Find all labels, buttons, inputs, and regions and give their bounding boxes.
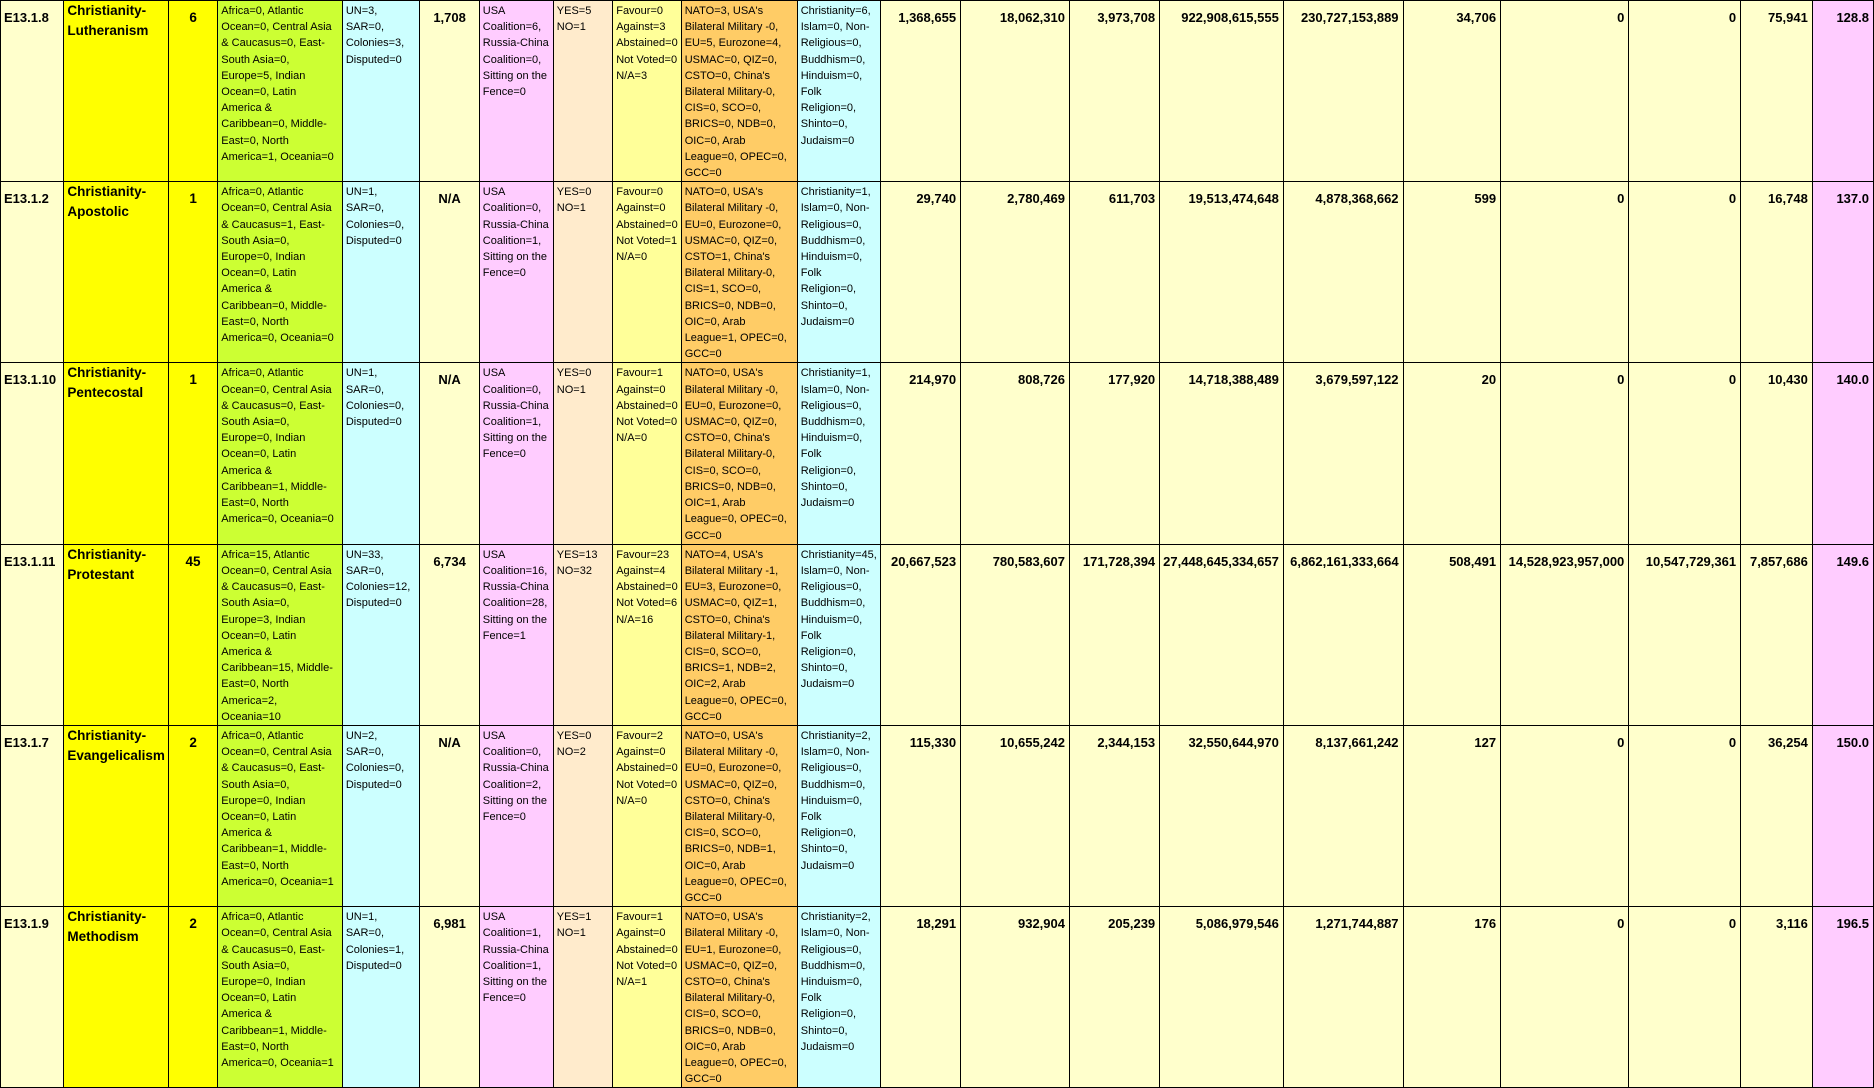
table-row	[1, 363, 1874, 544]
row-value-6: 20	[1403, 363, 1501, 544]
row-coalition: USA Coalition=0, Russia-China Coalition=1, Sitting on the Fence=0	[479, 363, 553, 544]
row-value-9: 75,941	[1741, 1, 1813, 182]
row-metric: 1,708	[420, 1, 479, 182]
row-coalition: USA Coalition=0, Russia-China Coalition=2, Sitting on the Fence=0	[479, 725, 553, 906]
row-blocs: NATO=3, USA's Bilateral Military -0, EU=5, Eurozone=4, USMAC=0, QIZ=0, CSTO=0, China's Bilateral Military-0, CIS=0, SCO=0, BRICS=0, NDB=0, OIC=0, Arab League=0, OPEC=0, GCC=0	[681, 1, 797, 182]
row-value-1: 29,740	[880, 182, 960, 363]
row-name: Christianity-Protestant	[64, 544, 169, 725]
row-religions: Christianity=1, Islam=0, Non-Religious=0, Buddhism=0, Hinduism=0, Folk Religion=0, Shinto=0, Judaism=0	[797, 182, 880, 363]
row-value-2: 18,062,310	[961, 1, 1070, 182]
row-code: E13.1.10	[1, 363, 64, 544]
row-value-8: 0	[1629, 1, 1741, 182]
row-coalition: USA Coalition=6, Russia-China Coalition=0, Sitting on the Fence=0	[479, 1, 553, 182]
row-religions: Christianity=1, Islam=0, Non-Religious=0, Buddhism=0, Hinduism=0, Folk Religion=0, Shinto=0, Judaism=0	[797, 363, 880, 544]
row-name: Christianity-Lutheranism	[64, 1, 169, 182]
row-coalition: USA Coalition=16, Russia-China Coalition=28, Sitting on the Fence=1	[479, 544, 553, 725]
row-value-7: 0	[1501, 725, 1629, 906]
row-value-2: 2,780,469	[961, 182, 1070, 363]
row-value-10: 150.0	[1812, 725, 1873, 906]
row-value-3: 205,239	[1069, 907, 1159, 1088]
row-value-10: 128.8	[1812, 1, 1873, 182]
row-count: 6	[168, 1, 217, 182]
row-coalition: USA Coalition=1, Russia-China Coalition=1, Sitting on the Fence=0	[479, 907, 553, 1088]
row-count: 45	[168, 544, 217, 725]
row-un-status: UN=1, SAR=0, Colonies=0, Disputed=0	[342, 363, 420, 544]
row-value-1: 20,667,523	[880, 544, 960, 725]
row-coalition: USA Coalition=0, Russia-China Coalition=1, Sitting on the Fence=0	[479, 182, 553, 363]
row-value-4: 922,908,615,555	[1160, 1, 1284, 182]
row-value-1: 115,330	[880, 725, 960, 906]
row-value-6: 599	[1403, 182, 1501, 363]
row-value-1: 214,970	[880, 363, 960, 544]
row-value-2: 808,726	[961, 363, 1070, 544]
row-value-9: 36,254	[1741, 725, 1813, 906]
row-value-8: 0	[1629, 725, 1741, 906]
row-value-7: 14,528,923,957,000	[1501, 544, 1629, 725]
row-value-2: 932,904	[961, 907, 1070, 1088]
row-vote: YES=0 NO=2	[553, 725, 612, 906]
row-blocs: NATO=0, USA's Bilateral Military -0, EU=1, Eurozone=0, USMAC=0, QIZ=0, CSTO=0, China's Bilateral Military-0, CIS=0, SCO=0, BRICS=0, NDB=0, OIC=0, Arab League=0, OPEC=0, GCC=0	[681, 907, 797, 1088]
row-un-status: UN=1, SAR=0, Colonies=0, Disputed=0	[342, 182, 420, 363]
row-name: Christianity-Evangelicalism	[64, 725, 169, 906]
row-name: Christianity-Methodism	[64, 907, 169, 1088]
row-favour: Favour=2 Against=0 Abstained=0 Not Voted=0 N/A=0	[613, 725, 681, 906]
row-value-5: 6,862,161,333,664	[1283, 544, 1403, 725]
row-value-3: 611,703	[1069, 182, 1159, 363]
row-vote: YES=5 NO=1	[553, 1, 612, 182]
row-regions: Africa=0, Atlantic Ocean=0, Central Asia & Caucasus=1, East-South Asia=0, Europe=0, Indian Ocean=0, Latin America & Caribbean=0, Middle-East=0, North America=0, Oceania=0	[218, 182, 343, 363]
row-vote: YES=0 NO=1	[553, 182, 612, 363]
row-count: 1	[168, 182, 217, 363]
row-un-status: UN=1, SAR=0, Colonies=1, Disputed=0	[342, 907, 420, 1088]
row-value-7: 0	[1501, 1, 1629, 182]
row-value-7: 0	[1501, 907, 1629, 1088]
row-value-5: 8,137,661,242	[1283, 725, 1403, 906]
row-favour: Favour=1 Against=0 Abstained=0 Not Voted=0 N/A=1	[613, 907, 681, 1088]
row-regions: Africa=0, Atlantic Ocean=0, Central Asia & Caucasus=0, East-South Asia=0, Europe=0, Indian Ocean=0, Latin America & Caribbean=1, Middle-East=0, North America=0, Oceania=1	[218, 907, 343, 1088]
row-value-9: 16,748	[1741, 182, 1813, 363]
row-value-4: 32,550,644,970	[1160, 725, 1284, 906]
row-metric: 6,734	[420, 544, 479, 725]
row-un-status: UN=2, SAR=0, Colonies=0, Disputed=0	[342, 725, 420, 906]
row-value-3: 3,973,708	[1069, 1, 1159, 182]
row-value-6: 34,706	[1403, 1, 1501, 182]
row-religions: Christianity=6, Islam=0, Non-Religious=0, Buddhism=0, Hinduism=0, Folk Religion=0, Shinto=0, Judaism=0	[797, 1, 880, 182]
row-regions: Africa=0, Atlantic Ocean=0, Central Asia & Caucasus=0, East-South Asia=0, Europe=0, Indian Ocean=0, Latin America & Caribbean=1, Middle-East=0, North America=0, Oceania=0	[218, 363, 343, 544]
row-value-3: 171,728,394	[1069, 544, 1159, 725]
row-favour: Favour=23 Against=4 Abstained=0 Not Voted=6 N/A=16	[613, 544, 681, 725]
row-code: E13.1.7	[1, 725, 64, 906]
row-religions: Christianity=45, Islam=0, Non-Religious=0, Buddhism=0, Hinduism=0, Folk Religion=0, Shinto=0, Judaism=0	[797, 544, 880, 725]
row-value-8: 0	[1629, 907, 1741, 1088]
row-value-6: 176	[1403, 907, 1501, 1088]
row-religions: Christianity=2, Islam=0, Non-Religious=0, Buddhism=0, Hinduism=0, Folk Religion=0, Shinto=0, Judaism=0	[797, 907, 880, 1088]
row-value-5: 3,679,597,122	[1283, 363, 1403, 544]
row-count: 1	[168, 363, 217, 544]
row-value-10: 137.0	[1812, 182, 1873, 363]
row-value-2: 780,583,607	[961, 544, 1070, 725]
row-value-5: 230,727,153,889	[1283, 1, 1403, 182]
table-row	[1, 544, 1874, 725]
row-code: E13.1.11	[1, 544, 64, 725]
row-value-4: 19,513,474,648	[1160, 182, 1284, 363]
row-value-8: 0	[1629, 363, 1741, 544]
row-value-4: 5,086,979,546	[1160, 907, 1284, 1088]
table-row	[1, 907, 1874, 1088]
row-vote: YES=13 NO=32	[553, 544, 612, 725]
row-value-9: 7,857,686	[1741, 544, 1813, 725]
row-blocs: NATO=0, USA's Bilateral Military -0, EU=0, Eurozone=0, USMAC=0, QIZ=0, CSTO=1, China's Bilateral Military-0, CIS=1, SCO=0, BRICS=0, NDB=0, OIC=0, Arab League=1, OPEC=0, GCC=0	[681, 182, 797, 363]
table-row	[1, 182, 1874, 363]
row-value-4: 27,448,645,334,657	[1160, 544, 1284, 725]
row-un-status: UN=3, SAR=0, Colonies=3, Disputed=0	[342, 1, 420, 182]
row-value-4: 14,718,388,489	[1160, 363, 1284, 544]
row-regions: Africa=0, Atlantic Ocean=0, Central Asia & Caucasus=0, East-South Asia=0, Europe=5, Indian Ocean=0, Latin America & Caribbean=0, Middle-East=0, North America=1, Oceania=0	[218, 1, 343, 182]
row-value-8: 10,547,729,361	[1629, 544, 1741, 725]
row-vote: YES=1 NO=1	[553, 907, 612, 1088]
row-regions: Africa=0, Atlantic Ocean=0, Central Asia & Caucasus=0, East-South Asia=0, Europe=0, Indian Ocean=0, Latin America & Caribbean=1, Middle-East=0, North America=0, Oceania=1	[218, 725, 343, 906]
row-regions: Africa=15, Atlantic Ocean=0, Central Asia & Caucasus=0, East-South Asia=0, Europe=3, Indian Ocean=0, Latin America & Caribbean=15, Middle-East=0, North America=2, Oceania=10	[218, 544, 343, 725]
row-value-1: 18,291	[880, 907, 960, 1088]
row-value-7: 0	[1501, 363, 1629, 544]
row-code: E13.1.8	[1, 1, 64, 182]
row-blocs: NATO=0, USA's Bilateral Military -0, EU=0, Eurozone=0, USMAC=0, QIZ=0, CSTO=0, China's Bilateral Military-0, CIS=0, SCO=0, BRICS=0, NDB=0, OIC=1, Arab League=0, OPEC=0, GCC=0	[681, 363, 797, 544]
row-favour: Favour=1 Against=0 Abstained=0 Not Voted=0 N/A=0	[613, 363, 681, 544]
row-metric: N/A	[420, 725, 479, 906]
row-value-5: 1,271,744,887	[1283, 907, 1403, 1088]
row-value-10: 140.0	[1812, 363, 1873, 544]
row-code: E13.1.9	[1, 907, 64, 1088]
row-value-1: 1,368,655	[880, 1, 960, 182]
row-metric: N/A	[420, 363, 479, 544]
row-value-3: 2,344,153	[1069, 725, 1159, 906]
row-name: Christianity-Apostolic	[64, 182, 169, 363]
row-value-10: 196.5	[1812, 907, 1873, 1088]
row-blocs: NATO=0, USA's Bilateral Military -0, EU=0, Eurozone=0, USMAC=0, QIZ=0, CSTO=0, China's Bilateral Military-0, CIS=0, SCO=0, BRICS=0, NDB=1, OIC=0, Arab League=0, OPEC=0, GCC=0	[681, 725, 797, 906]
row-blocs: NATO=4, USA's Bilateral Military -1, EU=3, Eurozone=0, USMAC=0, QIZ=1, CSTO=0, China's Bilateral Military-1, CIS=0, SCO=0, BRICS=1, NDB=2, OIC=2, Arab League=0, OPEC=0, GCC=0	[681, 544, 797, 725]
row-favour: Favour=0 Against=3 Abstained=0 Not Voted=0 N/A=3	[613, 1, 681, 182]
row-count: 2	[168, 725, 217, 906]
row-value-5: 4,878,368,662	[1283, 182, 1403, 363]
row-favour: Favour=0 Against=0 Abstained=0 Not Voted=1 N/A=0	[613, 182, 681, 363]
row-value-6: 127	[1403, 725, 1501, 906]
row-count: 2	[168, 907, 217, 1088]
row-religions: Christianity=2, Islam=0, Non-Religious=0, Buddhism=0, Hinduism=0, Folk Religion=0, Shinto=0, Judaism=0	[797, 725, 880, 906]
row-value-10: 149.6	[1812, 544, 1873, 725]
table-row	[1, 1, 1874, 182]
row-value-7: 0	[1501, 182, 1629, 363]
row-value-9: 10,430	[1741, 363, 1813, 544]
table-row	[1, 725, 1874, 906]
row-name: Christianity-Pentecostal	[64, 363, 169, 544]
row-value-3: 177,920	[1069, 363, 1159, 544]
row-metric: 6,981	[420, 907, 479, 1088]
row-un-status: UN=33, SAR=0, Colonies=12, Disputed=0	[342, 544, 420, 725]
row-value-6: 508,491	[1403, 544, 1501, 725]
row-value-2: 10,655,242	[961, 725, 1070, 906]
row-vote: YES=0 NO=1	[553, 363, 612, 544]
row-value-9: 3,116	[1741, 907, 1813, 1088]
row-value-8: 0	[1629, 182, 1741, 363]
row-code: E13.1.2	[1, 182, 64, 363]
row-metric: N/A	[420, 182, 479, 363]
